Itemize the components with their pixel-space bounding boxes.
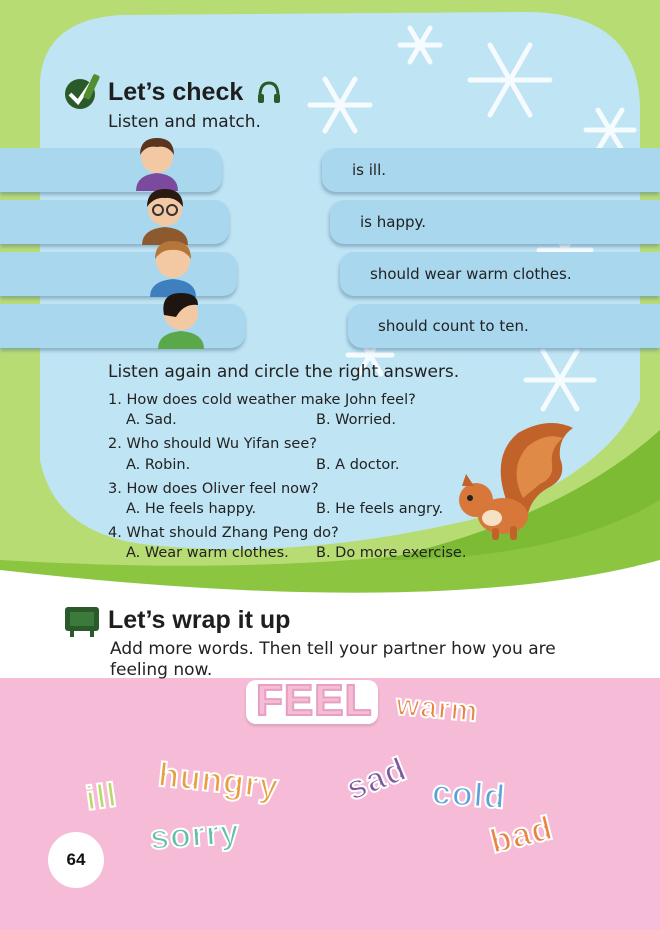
page-number: 64 <box>48 832 104 888</box>
headphones-icon <box>256 80 282 106</box>
question-3-option-a[interactable]: A. He feels happy. <box>126 501 257 517</box>
match-right-option-1[interactable]: is ill. <box>322 148 660 192</box>
question-1: 1. How does cold weather make John feel? <box>108 392 416 408</box>
word-warm: warm <box>394 688 480 729</box>
snowflake-icon <box>526 351 594 409</box>
avatar <box>136 138 178 191</box>
word-sad: sad <box>340 749 413 809</box>
feel-word: FEEL <box>256 676 373 725</box>
question-4: 4. What should Zhang Peng do? <box>108 525 339 541</box>
listen-circle-instruction: Listen again and circle the right answers. <box>108 362 460 382</box>
avatar <box>150 241 196 297</box>
question-4-option-a[interactable]: A. Wear warm clothes. <box>126 545 289 561</box>
match-right-option-3[interactable]: should wear warm clothes. <box>340 252 660 296</box>
lets-check-title: Let’s check <box>108 78 244 106</box>
chalkboard-icon <box>62 604 102 638</box>
listen-match-instruction: Listen and match. <box>108 112 261 132</box>
lets-wrap-title: Let’s wrap it up <box>108 606 291 634</box>
squirrel-icon <box>448 418 588 546</box>
wrap-instruction-line1: Add more words. Then tell your partner how you are <box>110 639 556 659</box>
question-2-option-b[interactable]: B. A doctor. <box>316 457 400 473</box>
avatar <box>158 293 204 349</box>
check-pencil-icon <box>62 72 104 112</box>
question-1-option-a[interactable]: A. Sad. <box>126 412 177 428</box>
match-right-option-2[interactable]: is happy. <box>330 200 660 244</box>
question-3: 3. How does Oliver feel now? <box>108 481 319 497</box>
snowflake-icon <box>400 28 440 62</box>
question-4-option-b[interactable]: B. Do more exercise. <box>316 545 467 561</box>
word-ill: ill <box>83 776 120 819</box>
question-1-option-b[interactable]: B. Worried. <box>316 412 396 428</box>
word-sorry: sorry <box>148 812 242 858</box>
match-right-option-4[interactable]: should count to ten. <box>348 304 660 348</box>
question-2-option-a[interactable]: A. Robin. <box>126 457 191 473</box>
question-3-option-b[interactable]: B. He feels angry. <box>316 501 444 517</box>
children-avatars <box>130 133 220 358</box>
avatar <box>142 189 188 245</box>
word-bad: bad <box>486 808 557 862</box>
wrap-instruction-line2: feeling now. <box>110 660 213 680</box>
word-hungry: hungry <box>156 755 281 807</box>
snowflake-icon <box>470 45 550 115</box>
word-cold: cold <box>430 773 508 817</box>
question-2: 2. Who should Wu Yifan see? <box>108 436 317 452</box>
snowflake-icon <box>310 79 370 131</box>
snowflake-icon <box>586 110 634 150</box>
